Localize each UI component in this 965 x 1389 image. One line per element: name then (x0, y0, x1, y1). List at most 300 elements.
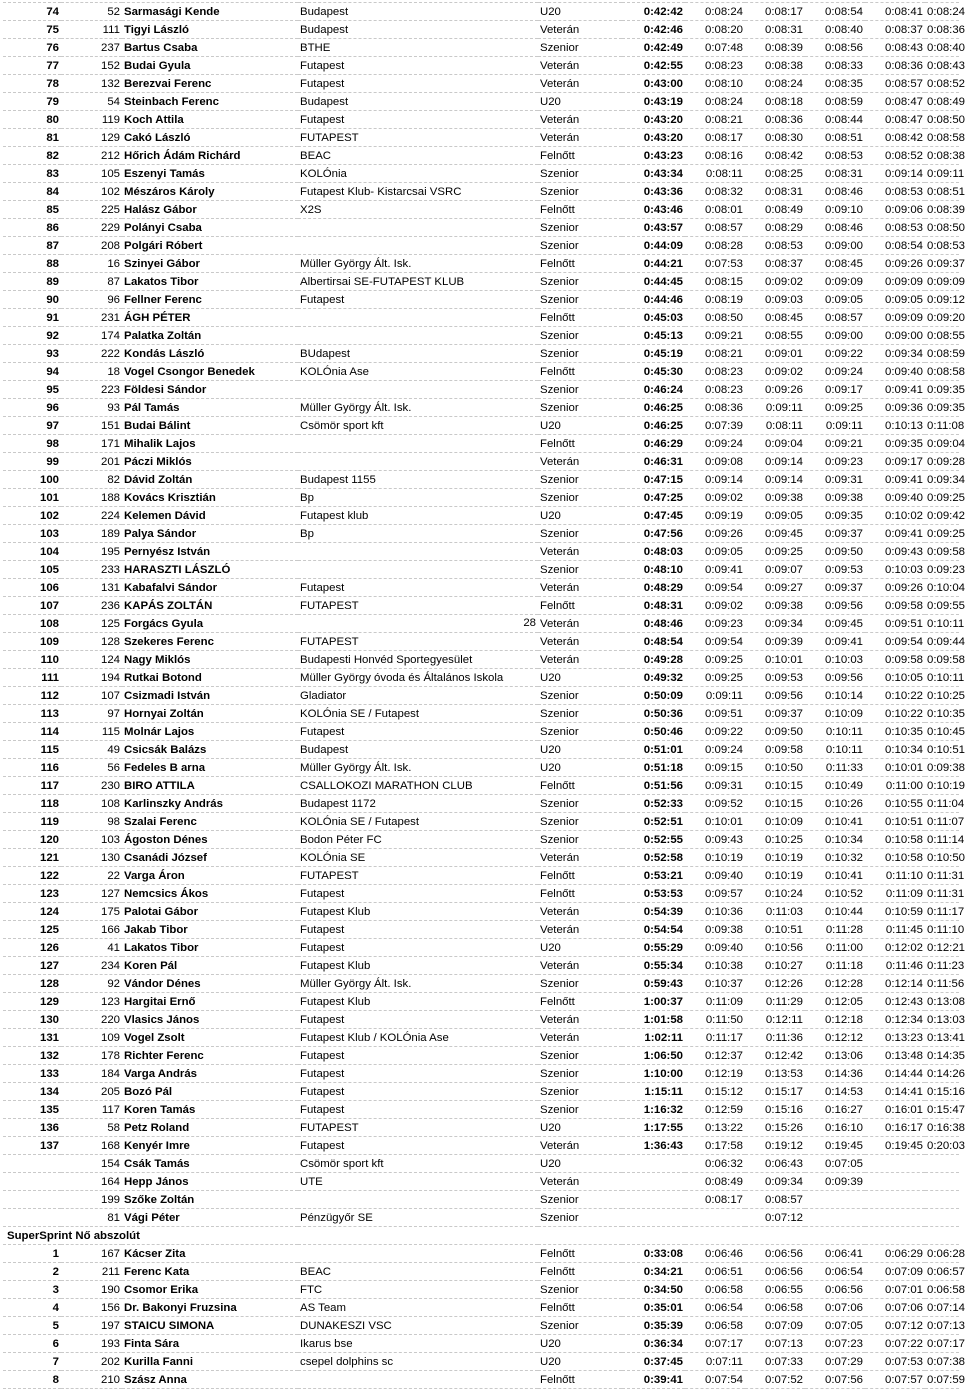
name-cell: Mihalik Lajos (122, 435, 298, 453)
rank-cell: 122 (3, 867, 61, 885)
name-cell: Szinyei Gábor (122, 255, 298, 273)
lap-time-cell: 0:10:32 (805, 849, 865, 867)
lap-time-cell: 0:08:16 (685, 147, 745, 165)
table-row (3, 1353, 959, 1371)
total-time-cell: 0:35:01 (622, 1299, 685, 1317)
category-cell: Szenior (538, 1317, 622, 1335)
table-row (3, 1155, 959, 1173)
section-title: SuperSprint Nő abszolút (3, 1227, 959, 1245)
category-cell: Veterán (538, 579, 622, 597)
lap-time-cell: 0:08:24 (685, 3, 745, 21)
lap-time-cell: 0:06:51 (685, 1263, 745, 1281)
lap-time-cell: 0:08:39 (745, 39, 805, 57)
total-time-cell: 0:43:34 (622, 165, 685, 183)
total-time-cell: 0:48:03 (622, 543, 685, 561)
table-row (3, 1281, 959, 1299)
club-cell (298, 1191, 538, 1209)
lap-time-cell: 0:09:14 (745, 453, 805, 471)
lap-time-cell: 0:09:05 (805, 291, 865, 309)
total-time-cell: 0:50:46 (622, 723, 685, 741)
table-row (3, 39, 959, 57)
lap-time-cell: 0:16:17 (865, 1119, 925, 1137)
lap-time-cell: 0:06:56 (745, 1245, 805, 1263)
lap-time-cell: 0:08:53 (805, 147, 865, 165)
rank-cell: 98 (3, 435, 61, 453)
club-cell: Budapest 1172 (298, 795, 538, 813)
lap-time-cell: 0:10:03 (865, 561, 925, 579)
club-cell: KOLÓnia SE / Futapest (298, 813, 538, 831)
lap-time-cell: 0:09:24 (805, 363, 865, 381)
category-cell: Felnőtt (538, 255, 622, 273)
bib-cell: 234 (61, 957, 122, 975)
lap-time-cell: 0:10:11 (805, 741, 865, 759)
rank-cell: 124 (3, 903, 61, 921)
bib-cell: 230 (61, 777, 122, 795)
lap-time-cell: 0:10:03 (805, 651, 865, 669)
lap-time-cell: 0:10:25 (925, 687, 959, 705)
total-time-cell: 0:43:19 (622, 93, 685, 111)
category-cell: Felnőtt (538, 597, 622, 615)
lap-time-cell: 0:09:40 (685, 867, 745, 885)
lap-time-cell: 0:10:51 (925, 741, 959, 759)
lap-time-cell: 0:09:58 (925, 543, 959, 561)
table-row (3, 759, 959, 777)
lap-time-cell: 0:06:58 (925, 1281, 959, 1299)
lap-time-cell: 0:06:32 (685, 1155, 745, 1173)
category-cell: Felnőtt (538, 435, 622, 453)
club-cell: X2S (298, 201, 538, 219)
lap-time-cell: 0:09:37 (925, 255, 959, 273)
lap-time-cell: 0:09:41 (865, 381, 925, 399)
total-time-cell: 0:42:55 (622, 57, 685, 75)
table-row (3, 1119, 959, 1137)
lap-time-cell: 0:11:00 (805, 939, 865, 957)
rank-cell: 102 (3, 507, 61, 525)
lap-time-cell: 0:08:23 (685, 363, 745, 381)
name-cell: Karlinszky András (122, 795, 298, 813)
total-time-cell: 0:36:34 (622, 1335, 685, 1353)
lap-time-cell: 0:09:27 (745, 579, 805, 597)
bib-cell: 197 (61, 1317, 122, 1335)
rank-cell: 108 (3, 615, 61, 633)
club-cell: FUTAPEST (298, 633, 538, 651)
lap-time-cell: 0:11:14 (925, 831, 959, 849)
lap-time-cell: 0:09:03 (745, 291, 805, 309)
lap-time-cell: 0:08:29 (745, 219, 805, 237)
lap-time-cell: 0:17:58 (685, 1137, 745, 1155)
table-row (3, 507, 959, 525)
category-cell: U20 (538, 1119, 622, 1137)
total-time-cell: 0:46:31 (622, 453, 685, 471)
table-row (3, 777, 959, 795)
rank-cell: 1 (3, 1245, 61, 1263)
bib-cell: 82 (61, 471, 122, 489)
lap-time-cell: 0:09:20 (925, 309, 959, 327)
bib-cell: 127 (61, 885, 122, 903)
table-row (3, 1173, 959, 1191)
lap-time-cell: 0:09:38 (925, 759, 959, 777)
lap-time-cell: 0:10:01 (685, 813, 745, 831)
lap-time-cell: 0:12:34 (865, 1011, 925, 1029)
total-time-cell: 0:52:58 (622, 849, 685, 867)
category-cell: Szenior (538, 525, 622, 543)
name-cell: BIRO ATTILA (122, 777, 298, 795)
table-row (3, 489, 959, 507)
bib-cell: 151 (61, 417, 122, 435)
rank-cell: 101 (3, 489, 61, 507)
table-row (3, 795, 959, 813)
bib-cell: 223 (61, 381, 122, 399)
club-cell: Futapest (298, 57, 538, 75)
club-cell: Bodon Péter FC (298, 831, 538, 849)
name-cell: Molnár Lajos (122, 723, 298, 741)
lap-time-cell: 0:09:37 (805, 525, 865, 543)
category-cell: Szenior (538, 219, 622, 237)
bib-cell: 220 (61, 1011, 122, 1029)
rank-cell: 90 (3, 291, 61, 309)
lap-time-cell (685, 1209, 745, 1227)
lap-time-cell: 0:08:18 (745, 93, 805, 111)
total-time-cell (622, 1173, 685, 1191)
category-cell: Felnőtt (538, 201, 622, 219)
total-time-cell: 0:45:13 (622, 327, 685, 345)
total-time-cell: 1:01:58 (622, 1011, 685, 1029)
table-row (3, 1065, 959, 1083)
name-cell: Budai Gyula (122, 57, 298, 75)
rank-cell: 4 (3, 1299, 61, 1317)
bib-cell: 56 (61, 759, 122, 777)
lap-time-cell: 0:09:26 (865, 255, 925, 273)
category-cell: Szenior (538, 273, 622, 291)
club-cell: Futapest (298, 1011, 538, 1029)
lap-time-cell: 0:09:08 (685, 453, 745, 471)
bib-cell: 233 (61, 561, 122, 579)
club-cell: Müller György Ált. Isk. (298, 399, 538, 417)
bib-cell: 164 (61, 1173, 122, 1191)
rank-cell: 120 (3, 831, 61, 849)
lap-time-cell: 0:09:01 (745, 345, 805, 363)
rank-cell: 130 (3, 1011, 61, 1029)
rank-cell: 127 (3, 957, 61, 975)
lap-time-cell: 0:07:12 (865, 1317, 925, 1335)
lap-time-cell: 0:12:37 (685, 1047, 745, 1065)
club-cell (298, 435, 538, 453)
lap-time-cell: 0:10:36 (685, 903, 745, 921)
table-row (3, 687, 959, 705)
lap-time-cell (805, 1209, 865, 1227)
total-time-cell: 0:42:42 (622, 3, 685, 21)
bib-cell: 117 (61, 1101, 122, 1119)
table-row (3, 885, 959, 903)
category-cell: U20 (538, 759, 622, 777)
name-cell: Vándor Dénes (122, 975, 298, 993)
name-cell: Szőke Zoltán (122, 1191, 298, 1209)
lap-time-cell: 0:08:53 (925, 237, 959, 255)
total-time-cell: 0:52:51 (622, 813, 685, 831)
category-cell: Felnőtt (538, 309, 622, 327)
club-cell: Futapest Klub (298, 993, 538, 1011)
lap-time-cell: 0:09:14 (865, 165, 925, 183)
lap-time-cell: 0:08:59 (925, 345, 959, 363)
name-cell: Dr. Bakonyi Fruzsina (122, 1299, 298, 1317)
club-cell: Futapest klub (298, 507, 538, 525)
section-header-row (3, 1227, 959, 1245)
name-cell: Hargitai Ernő (122, 993, 298, 1011)
club-cell (298, 1371, 538, 1389)
lap-time-cell: 0:08:49 (925, 93, 959, 111)
lap-time-cell: 0:09:25 (925, 525, 959, 543)
lap-time-cell: 0:08:30 (745, 129, 805, 147)
lap-time-cell: 0:10:09 (745, 813, 805, 831)
lap-time-cell: 0:08:57 (745, 1191, 805, 1209)
table-row (3, 669, 959, 687)
lap-time-cell: 0:09:00 (805, 327, 865, 345)
name-cell: Mészáros Károly (122, 183, 298, 201)
club-cell (298, 453, 538, 471)
name-cell: Berezvai Ferenc (122, 75, 298, 93)
club-cell (298, 309, 538, 327)
lap-time-cell: 0:15:26 (745, 1119, 805, 1137)
club-cell (298, 543, 538, 561)
total-time-cell: 0:47:15 (622, 471, 685, 489)
lap-time-cell: 0:08:24 (685, 93, 745, 111)
name-cell: Polányi Csaba (122, 219, 298, 237)
rank-cell: 123 (3, 885, 61, 903)
lap-time-cell: 0:08:55 (745, 327, 805, 345)
lap-time-cell: 0:13:41 (925, 1029, 959, 1047)
lap-time-cell: 0:09:38 (805, 489, 865, 507)
lap-time-cell: 0:09:34 (745, 1173, 805, 1191)
lap-time-cell: 0:09:25 (745, 543, 805, 561)
bib-cell: 190 (61, 1281, 122, 1299)
bib-cell: 124 (61, 651, 122, 669)
category-cell: Veterán (538, 111, 622, 129)
club-cell: Futapest (298, 1047, 538, 1065)
name-cell: Kelemen Dávid (122, 507, 298, 525)
table-row (3, 1209, 959, 1227)
lap-time-cell: 0:09:15 (685, 759, 745, 777)
lap-time-cell: 0:08:37 (745, 255, 805, 273)
lap-time-cell: 0:08:53 (745, 237, 805, 255)
table-row (3, 1371, 959, 1389)
rank-cell: 125 (3, 921, 61, 939)
lap-time-cell: 0:09:54 (865, 633, 925, 651)
lap-time-cell: 0:09:24 (685, 435, 745, 453)
total-time-cell: 0:53:21 (622, 867, 685, 885)
lap-time-cell: 0:06:54 (685, 1299, 745, 1317)
lap-time-cell: 0:10:25 (745, 831, 805, 849)
lap-time-cell: 0:09:43 (685, 831, 745, 849)
lap-time-cell: 0:08:44 (805, 111, 865, 129)
total-time-cell: 0:35:39 (622, 1317, 685, 1335)
bib-cell: 93 (61, 399, 122, 417)
table-row (3, 1047, 959, 1065)
club-extra-value: 28 (523, 617, 536, 629)
bib-cell: 224 (61, 507, 122, 525)
bib-cell: 189 (61, 525, 122, 543)
lap-time-cell: 0:09:41 (685, 561, 745, 579)
rank-cell: 76 (3, 39, 61, 57)
total-time-cell: 0:55:29 (622, 939, 685, 957)
total-time-cell: 0:33:08 (622, 1245, 685, 1263)
lap-time-cell: 0:08:49 (685, 1173, 745, 1191)
rank-cell: 83 (3, 165, 61, 183)
lap-time-cell: 0:09:54 (685, 633, 745, 651)
lap-time-cell: 0:11:09 (865, 885, 925, 903)
club-cell: Budapest (298, 741, 538, 759)
lap-time-cell: 0:09:17 (805, 381, 865, 399)
total-time-cell: 1:17:55 (622, 1119, 685, 1137)
lap-time-cell (805, 1191, 865, 1209)
lap-time-cell: 0:09:34 (745, 615, 805, 633)
rank-cell: 75 (3, 21, 61, 39)
lap-time-cell: 0:07:59 (925, 1371, 959, 1389)
lap-time-cell: 0:14:26 (925, 1065, 959, 1083)
lap-time-cell: 0:08:21 (685, 111, 745, 129)
table-row (3, 867, 959, 885)
rank-cell: 103 (3, 525, 61, 543)
name-cell: ÁGH PÉTER (122, 309, 298, 327)
lap-time-cell (925, 1155, 959, 1173)
lap-time-cell: 0:08:43 (925, 57, 959, 75)
category-cell: Veterán (538, 1137, 622, 1155)
lap-time-cell: 0:08:40 (805, 21, 865, 39)
club-cell: BTHE (298, 39, 538, 57)
bib-cell: 109 (61, 1029, 122, 1047)
lap-time-cell: 0:07:29 (805, 1353, 865, 1371)
rank-cell: 129 (3, 993, 61, 1011)
table-row (3, 1191, 959, 1209)
category-cell: Szenior (538, 345, 622, 363)
name-cell: Szász Anna (122, 1371, 298, 1389)
lap-time-cell: 0:10:13 (865, 417, 925, 435)
lap-time-cell: 0:11:31 (925, 867, 959, 885)
bib-cell: 119 (61, 111, 122, 129)
lap-time-cell: 0:07:53 (685, 255, 745, 273)
total-time-cell: 0:51:01 (622, 741, 685, 759)
rank-cell: 86 (3, 219, 61, 237)
total-time-cell: 0:50:36 (622, 705, 685, 723)
category-cell: Szenior (538, 1083, 622, 1101)
lap-time-cell: 0:09:06 (865, 201, 925, 219)
rank-cell: 94 (3, 363, 61, 381)
lap-time-cell: 0:07:17 (925, 1335, 959, 1353)
lap-time-cell: 0:08:47 (865, 93, 925, 111)
name-cell: Kenyér Imre (122, 1137, 298, 1155)
table-row (3, 1083, 959, 1101)
total-time-cell: 0:34:21 (622, 1263, 685, 1281)
lap-time-cell: 0:13:03 (925, 1011, 959, 1029)
bib-cell: 194 (61, 669, 122, 687)
lap-time-cell: 0:15:16 (745, 1101, 805, 1119)
total-time-cell: 0:48:29 (622, 579, 685, 597)
lap-time-cell: 0:09:25 (925, 489, 959, 507)
lap-time-cell: 0:11:18 (805, 957, 865, 975)
table-row (3, 435, 959, 453)
lap-time-cell: 0:07:05 (805, 1317, 865, 1335)
club-cell (298, 327, 538, 345)
lap-time-cell: 0:10:44 (805, 903, 865, 921)
lap-time-cell: 0:08:42 (745, 147, 805, 165)
lap-time-cell: 0:12:11 (745, 1011, 805, 1029)
lap-time-cell: 0:07:12 (745, 1209, 805, 1227)
category-cell: Szenior (538, 1191, 622, 1209)
total-time-cell: 1:02:11 (622, 1029, 685, 1047)
lap-time-cell: 0:11:28 (805, 921, 865, 939)
lap-time-cell: 0:08:57 (865, 75, 925, 93)
lap-time-cell: 0:09:53 (805, 561, 865, 579)
club-cell (298, 561, 538, 579)
table-row (3, 525, 959, 543)
lap-time-cell (925, 1191, 959, 1209)
lap-time-cell: 0:09:09 (865, 273, 925, 291)
name-cell: Kabafalvi Sándor (122, 579, 298, 597)
name-cell: Palya Sándor (122, 525, 298, 543)
lap-time-cell: 0:08:01 (685, 201, 745, 219)
bib-cell: 193 (61, 1335, 122, 1353)
rank-cell: 84 (3, 183, 61, 201)
bib-cell: 129 (61, 129, 122, 147)
table-row (3, 1029, 959, 1047)
name-cell: Páczi Miklós (122, 453, 298, 471)
lap-time-cell: 0:06:58 (745, 1299, 805, 1317)
table-row (3, 921, 959, 939)
lap-time-cell: 0:10:05 (865, 669, 925, 687)
bib-cell: 225 (61, 201, 122, 219)
bib-cell: 107 (61, 687, 122, 705)
lap-time-cell: 0:08:20 (685, 21, 745, 39)
category-cell: Szenior (538, 813, 622, 831)
lap-time-cell: 0:08:45 (745, 309, 805, 327)
bib-cell: 131 (61, 579, 122, 597)
rank-cell: 93 (3, 345, 61, 363)
lap-time-cell: 0:11:10 (865, 867, 925, 885)
table-row (3, 1137, 959, 1155)
lap-time-cell: 0:09:09 (865, 309, 925, 327)
bib-cell: 212 (61, 147, 122, 165)
lap-time-cell: 0:09:17 (865, 453, 925, 471)
lap-time-cell: 0:09:09 (805, 273, 865, 291)
lap-time-cell (925, 1173, 959, 1191)
total-time-cell: 0:43:36 (622, 183, 685, 201)
lap-time-cell: 0:10:56 (745, 939, 805, 957)
lap-time-cell: 0:11:17 (925, 903, 959, 921)
rank-cell: 78 (3, 75, 61, 93)
category-cell: Felnőtt (538, 363, 622, 381)
lap-time-cell: 0:08:31 (805, 165, 865, 183)
table-row (3, 561, 959, 579)
name-cell: Ágoston Dénes (122, 831, 298, 849)
lap-time-cell: 0:09:56 (805, 669, 865, 687)
lap-time-cell: 0:19:45 (865, 1137, 925, 1155)
lap-time-cell: 0:07:11 (685, 1353, 745, 1371)
name-cell: STAICU SIMONA (122, 1317, 298, 1335)
lap-time-cell: 0:11:29 (745, 993, 805, 1011)
bib-cell: 41 (61, 939, 122, 957)
name-cell: Csicsák Balázs (122, 741, 298, 759)
name-cell: Vogel Csongor Benedek (122, 363, 298, 381)
category-cell: Felnőtt (538, 777, 622, 795)
lap-time-cell: 0:20:03 (925, 1137, 959, 1155)
club-cell: CSALLOKOZI MARATHON CLUB (298, 777, 538, 795)
lap-time-cell: 0:09:50 (745, 723, 805, 741)
category-cell: Veterán (538, 1011, 622, 1029)
lap-time-cell: 0:09:41 (805, 633, 865, 651)
name-cell: Sarmasági Kende (122, 3, 298, 21)
bib-cell: 208 (61, 237, 122, 255)
lap-time-cell: 0:09:56 (745, 687, 805, 705)
lap-time-cell: 0:09:52 (685, 795, 745, 813)
